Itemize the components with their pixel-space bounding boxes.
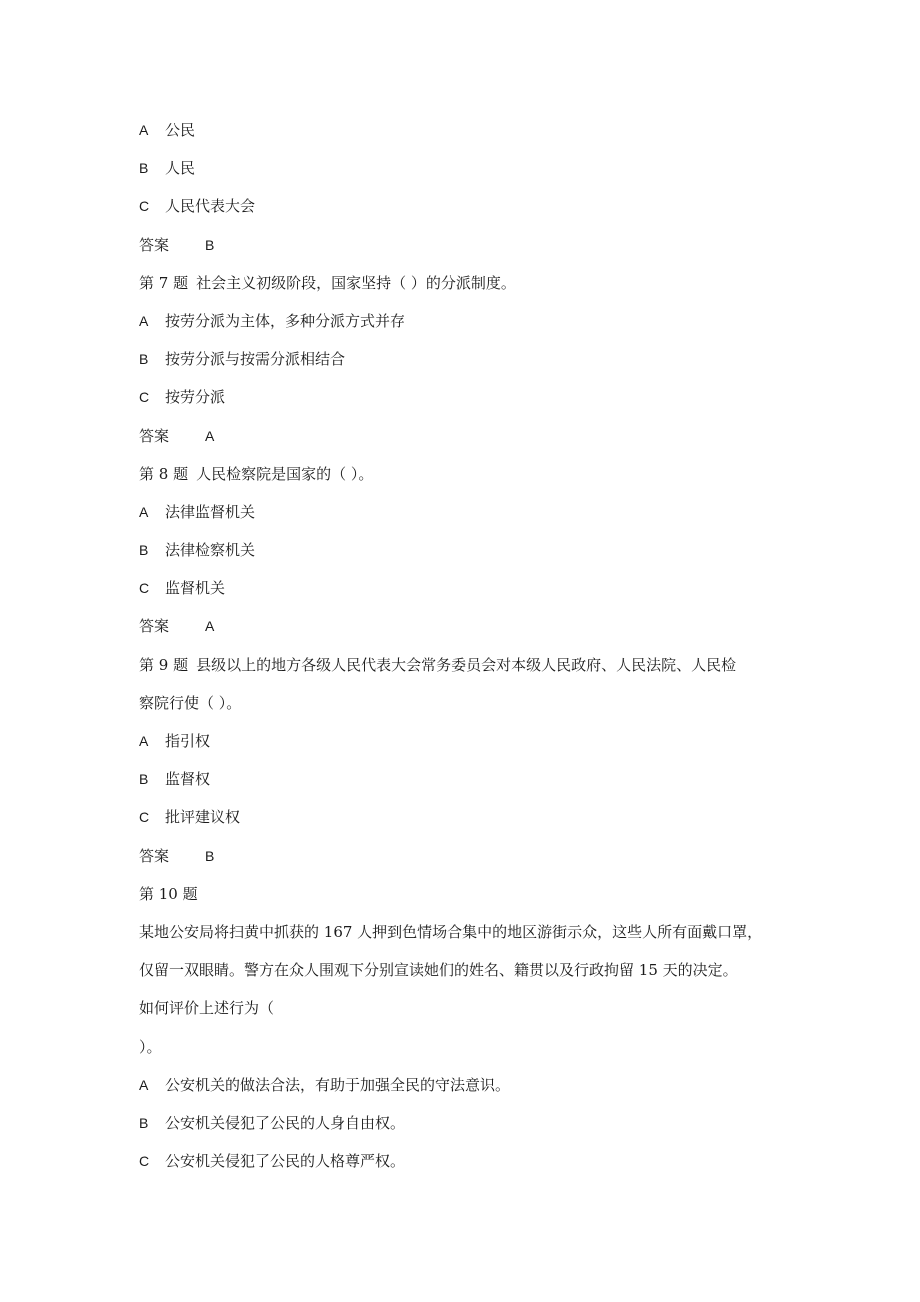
question-number: 第 7 题 xyxy=(139,273,189,292)
q10-option-b xyxy=(139,1104,809,1142)
option-letter: B xyxy=(139,771,149,788)
option-letter: B xyxy=(139,160,149,177)
option-letter: A xyxy=(139,503,149,520)
q8-answer xyxy=(139,607,809,645)
option-letter: A xyxy=(139,1076,149,1093)
option-letter: B xyxy=(139,542,149,559)
answer-label: 答案 xyxy=(139,235,170,254)
question-text: 人民检察院是国家的（ ）。 xyxy=(196,464,374,483)
q9-answer xyxy=(139,837,809,875)
q10-number xyxy=(139,875,809,913)
option-letter: B xyxy=(139,1114,149,1131)
question-text: 仅留一双眼睛。警方在众人围观下分别宣读她们的姓名、籍贯以及行政拘留 15 天的决定。 xyxy=(139,961,738,980)
q9-stem-line2 xyxy=(139,684,809,722)
option-letter: C xyxy=(139,389,150,406)
option-text: 公民 xyxy=(165,121,196,139)
q7-stem xyxy=(139,264,809,302)
q9-option-a xyxy=(139,722,809,760)
option-letter: C xyxy=(139,198,150,215)
option-text: 指引权 xyxy=(165,732,211,750)
option-text: 公安机关的做法合法，有助于加强全民的守法意识。 xyxy=(165,1075,511,1094)
question-number: 第 9 题 xyxy=(139,655,189,674)
q10-paragraph-line3 xyxy=(139,989,809,1027)
question-text: 某地公安局将扫黄中抓获的 167 人押到色情场合集中的地区游街示众，这些人所有面戴口罩， xyxy=(139,922,763,941)
answer-value: B xyxy=(205,236,215,253)
option-letter: C xyxy=(139,580,150,597)
answer-value: B xyxy=(205,847,215,864)
option-text: 人民 xyxy=(165,159,196,178)
answer-value: A xyxy=(205,427,215,444)
q10-paragraph-line2 xyxy=(139,951,809,989)
option-text: 监督机关 xyxy=(165,579,226,598)
q8-option-b xyxy=(139,531,809,569)
option-text: 法律检察机关 xyxy=(165,541,256,560)
answer-label: 答案 xyxy=(139,846,170,865)
question-text: 社会主义初级阶段，国家坚持（ ）的分派制度。 xyxy=(196,273,516,292)
option-text: 法律监督机关 xyxy=(165,502,256,521)
q9-option-c xyxy=(139,798,809,836)
q8-option-a xyxy=(139,493,809,531)
option-letter: C xyxy=(139,809,150,826)
q7-option-a xyxy=(139,302,809,340)
q10-paragraph-line4 xyxy=(139,1028,809,1066)
q7-option-b xyxy=(139,340,809,378)
question-text: ）。 xyxy=(139,1037,162,1056)
option-letter: A xyxy=(139,312,149,329)
question-number: 第 8 题 xyxy=(139,464,189,483)
q8-stem xyxy=(139,455,809,493)
q8-option-c xyxy=(139,569,809,607)
option-text: 按劳分派为主体，多种分派方式并存 xyxy=(165,311,406,330)
option-letter: C xyxy=(139,1153,150,1170)
option-text: 人民代表大会 xyxy=(165,197,256,216)
q10-option-a xyxy=(139,1066,809,1104)
q10-option-c xyxy=(139,1142,809,1180)
option-text: 批评建议权 xyxy=(165,808,241,827)
q6-answer xyxy=(139,226,809,264)
question-text: 县级以上的地方各级人民代表大会常务委员会对本级人民政府、人民法院、人民检 xyxy=(196,655,737,674)
question-text: 如何评价上述行为（ xyxy=(139,999,275,1018)
question-text: 察院行使（ ）。 xyxy=(139,693,242,712)
option-text: 公安机关侵犯了公民的人身自由权。 xyxy=(165,1113,406,1132)
option-text: 公安机关侵犯了公民的人格尊严权。 xyxy=(165,1152,406,1171)
q6-option-a xyxy=(139,111,809,149)
option-letter: B xyxy=(139,351,149,368)
q6-option-b xyxy=(139,149,809,187)
question-number: 第 10 题 xyxy=(139,884,198,903)
q9-stem-line1 xyxy=(139,646,809,684)
answer-label: 答案 xyxy=(139,426,170,445)
option-letter: A xyxy=(139,122,149,138)
answer-label: 答案 xyxy=(139,617,170,636)
q10-paragraph-line1 xyxy=(139,913,809,951)
option-letter: A xyxy=(139,733,149,749)
q7-option-c xyxy=(139,378,809,416)
document-page xyxy=(139,111,809,1180)
option-text: 按劳分派与按需分派相结合 xyxy=(165,350,346,369)
answer-value: A xyxy=(205,618,215,635)
option-text: 按劳分派 xyxy=(165,388,226,407)
q7-answer xyxy=(139,417,809,455)
q6-option-c xyxy=(139,187,809,225)
option-text: 监督权 xyxy=(165,770,211,789)
q9-option-b xyxy=(139,760,809,798)
